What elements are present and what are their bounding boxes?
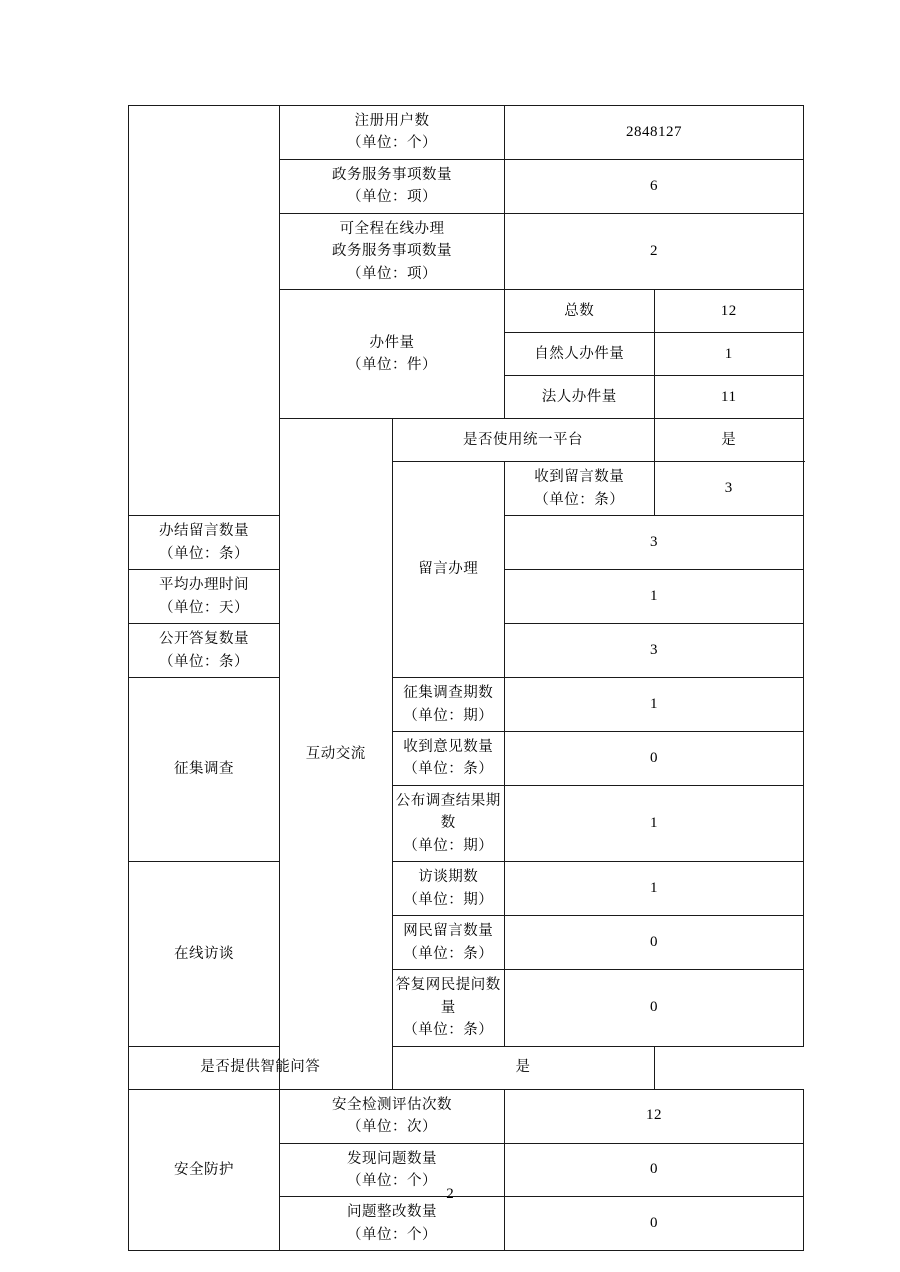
- sub-value-answered-questions: 0: [505, 970, 804, 1046]
- item-issues-fixed: 问题整改数量 （单位：个）: [280, 1197, 505, 1251]
- value-unified-platform: 是: [654, 419, 804, 462]
- sub-value-published-results: 1: [505, 785, 804, 861]
- table-row: [129, 862, 804, 916]
- category-cell-unlabeled: [129, 106, 280, 516]
- sub-label-interview-count: 访谈期数 （单位：期）: [392, 862, 505, 916]
- item-label: 办件量: [369, 334, 415, 351]
- sub-value-total: 12: [654, 290, 804, 333]
- sub-label-answered-questions: 答复网民提问数量 （单位：条）: [392, 970, 505, 1046]
- sub-label-legal-person: 法人办件量: [505, 376, 655, 419]
- sub-value-messages-closed: 3: [505, 516, 804, 570]
- table-row: [129, 1089, 804, 1143]
- item-unit: （单位：个）: [347, 135, 437, 152]
- item-unit: （单位：项）: [347, 189, 437, 206]
- sub-label-survey-count: 征集调查期数 （单位：期）: [392, 678, 505, 732]
- sub-label-messages-received: 收到留言数量 （单位：条）: [505, 462, 655, 516]
- sub-value-messages-received: 3: [654, 462, 804, 516]
- item-security-assessments: 安全检测评估次数 （单位：次）: [280, 1089, 505, 1143]
- sub-value-netizen-messages: 0: [505, 916, 804, 970]
- sub-label-messages-closed: 办结留言数量 （单位：条）: [129, 516, 280, 570]
- item-label-line2: 政务服务事项数量: [332, 243, 452, 260]
- sub-value-average-time: 1: [505, 570, 804, 624]
- item-gov-service-count: [280, 159, 505, 213]
- value-registered-users: 2848127: [505, 106, 804, 160]
- item-smart-qa: 是否提供智能问答: [129, 1046, 393, 1089]
- item-issues-found: 发现问题数量 （单位：个）: [280, 1143, 505, 1197]
- sub-label-total: 总数: [505, 290, 655, 333]
- category-cell-interaction: 互动交流: [280, 419, 393, 1089]
- sub-label-opinions-received: 收到意见数量 （单位：条）: [392, 731, 505, 785]
- item-unit: （单位：项）: [347, 265, 437, 282]
- value-issues-found: 0: [505, 1143, 804, 1197]
- page-number: 2: [446, 1186, 454, 1202]
- item-unified-platform: 是否使用统一平台: [392, 419, 654, 462]
- sub-value-survey-count: 1: [505, 678, 804, 732]
- item-label-line1: 可全程在线办理: [339, 220, 445, 237]
- value-gov-service-count: 6: [505, 159, 804, 213]
- value-issues-fixed: 0: [505, 1197, 804, 1251]
- item-unit: （单位：件）: [347, 357, 437, 374]
- value-smart-qa: 是: [392, 1046, 654, 1089]
- item-label: 注册用户数: [354, 113, 430, 129]
- sub-value-public-replies: 3: [505, 624, 804, 678]
- sub-value-interview-count: 1: [505, 862, 804, 916]
- sub-value-natural-person: 1: [654, 333, 804, 376]
- sub-label-published-results: 公布调查结果期数 （单位：期）: [392, 785, 505, 861]
- sub-value-opinions-received: 0: [505, 731, 804, 785]
- value-full-online-service-count: 2: [505, 213, 804, 289]
- category-cell-security: 安全防护: [129, 1089, 280, 1251]
- item-message-handling: 留言办理: [392, 462, 505, 678]
- sub-label-netizen-messages: 网民留言数量 （单位：条）: [392, 916, 505, 970]
- sub-label-average-time: 平均办理时间 （单位：天）: [129, 570, 280, 624]
- sub-value-legal-person: 11: [654, 376, 804, 419]
- sub-label-public-replies: 公开答复数量 （单位：条）: [129, 624, 280, 678]
- item-handled-cases: [280, 290, 505, 419]
- value-security-assessments: 12: [505, 1089, 804, 1143]
- item-registered-users: [280, 106, 505, 160]
- table-row: [129, 678, 804, 732]
- government-website-report-table: [128, 105, 804, 1251]
- report-table-container: [128, 105, 788, 1251]
- table-row: [129, 1046, 804, 1089]
- item-survey: 征集调查: [129, 678, 280, 862]
- sub-label-natural-person: 自然人办件量: [505, 333, 655, 376]
- table-row: [129, 106, 804, 160]
- item-full-online-service-count: [280, 213, 505, 289]
- item-online-interview: 在线访谈: [129, 862, 280, 1046]
- item-label: 政务服务事项数量: [332, 166, 452, 183]
